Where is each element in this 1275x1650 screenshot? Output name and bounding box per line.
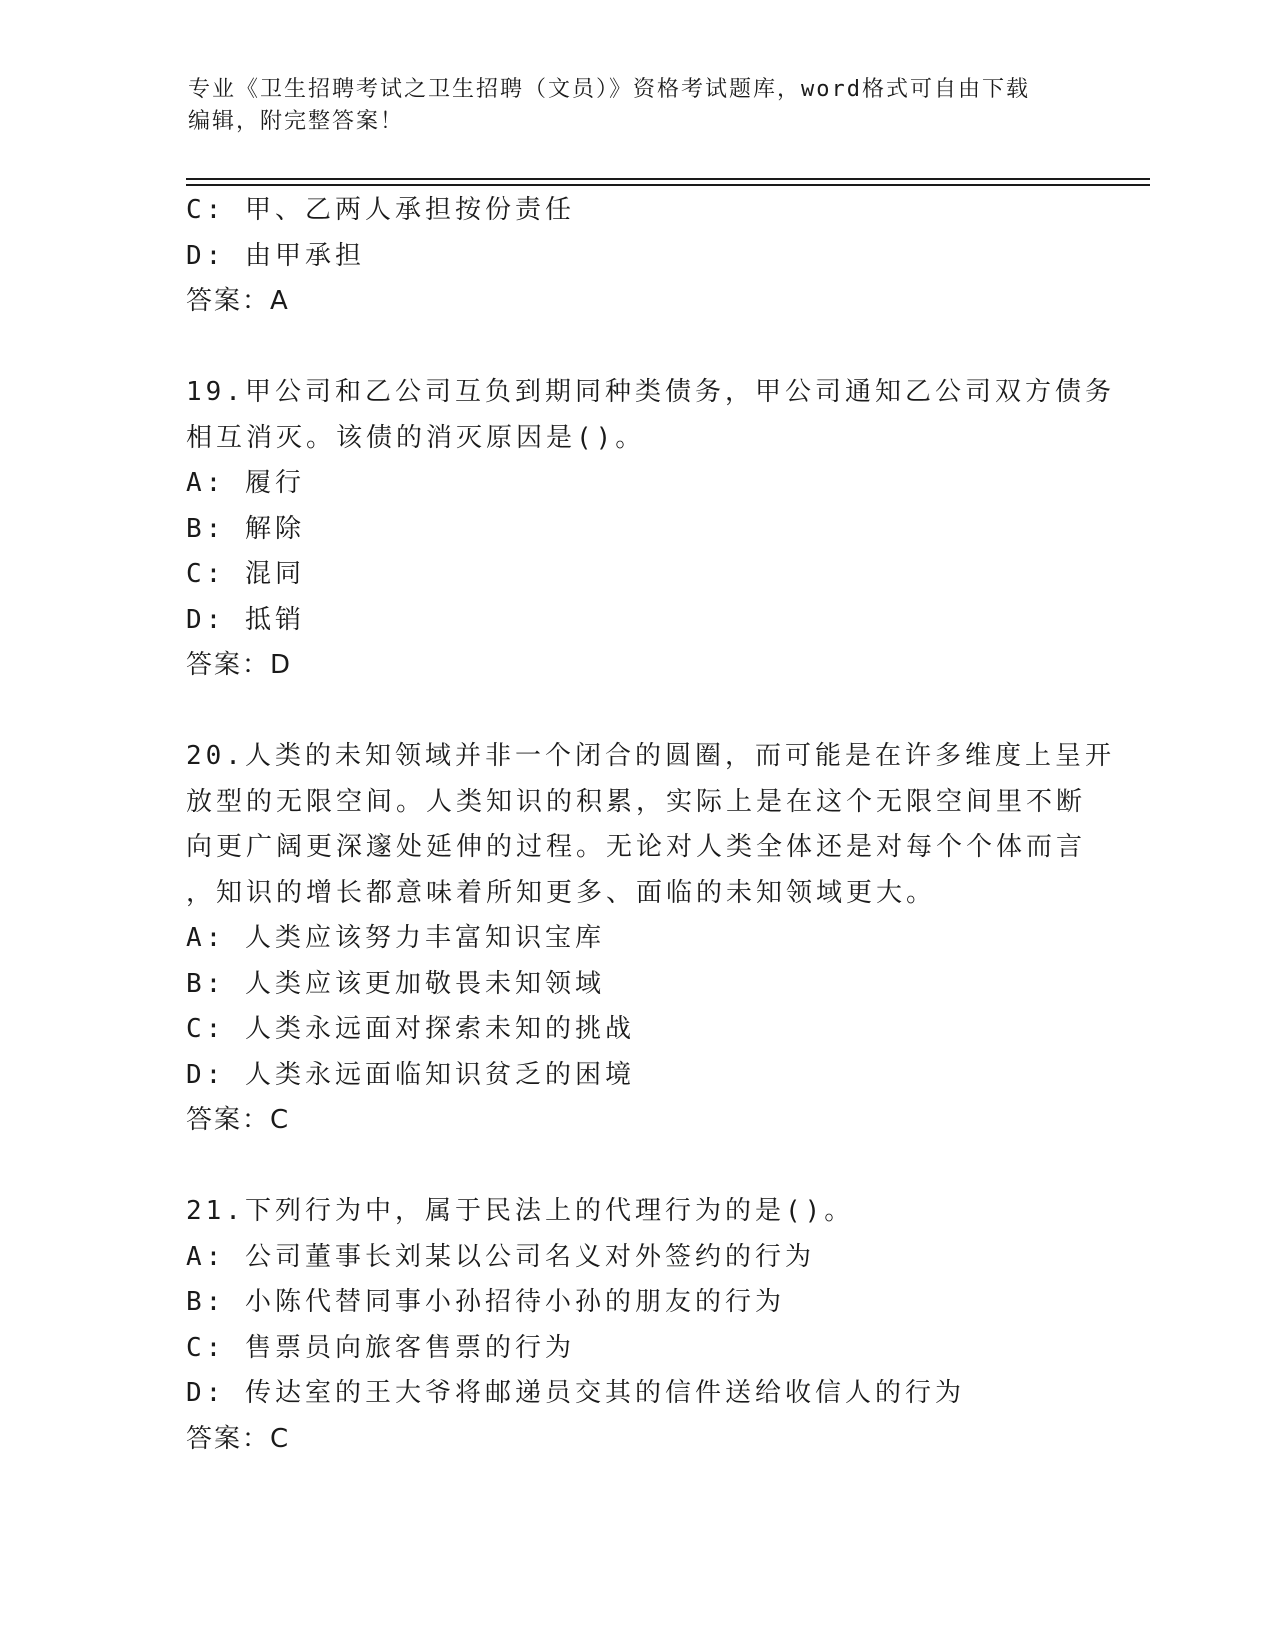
spacer (186, 1144, 1086, 1190)
document-header (188, 74, 1088, 138)
question-stem-line: 相互消灭。该债的消灭原因是()。 (186, 422, 646, 453)
option-b: B: 小陈代替同事小孙招待小孙的朋友的行为 (186, 1287, 785, 1317)
option-c: C: 售票员向旅客售票的行为 (186, 1332, 575, 1363)
question-content (186, 188, 1115, 1462)
question-20 (186, 734, 1115, 1144)
answer: 答案：C (186, 1105, 291, 1135)
option-c: C: 人类永远面对探索未知的挑战 (186, 1014, 635, 1044)
question-stem-line: 20.人类的未知领域并非一个闭合的圆圈，而可能是在许多维度上呈开 (186, 741, 1115, 771)
question-stem-line: 21.下列行为中，属于民法上的代理行为的是()。 (186, 1196, 855, 1226)
prev-option-c: C: 甲、乙两人承担按份责任 (186, 195, 575, 225)
option-b: B: 解除 (186, 513, 305, 544)
question-stem-line: 向更广阔更深邃处延伸的过程。无论对人类全体还是对每个个体而言 (186, 832, 1087, 862)
option-c: C: 混同 (186, 559, 305, 589)
option-a: A: 公司董事长刘某以公司名义对外签约的行为 (186, 1241, 815, 1272)
prev-option-d: D: 由甲承担 (186, 240, 365, 271)
option-d: D: 传达室的王大爷将邮递员交其的信件送给收信人的行为 (186, 1378, 965, 1408)
spacer (186, 325, 1086, 371)
answer: 答案：D (186, 650, 293, 680)
option-d: D: 抵销 (186, 604, 305, 635)
prev-answer: 答案：A (186, 286, 290, 316)
option-d: D: 人类永远面临知识贫乏的困境 (186, 1059, 635, 1090)
option-a: A: 履行 (186, 468, 305, 498)
question-stem-line: 放型的无限空间。人类知识的积累，实际上是在这个无限空间里不断 (186, 786, 1087, 817)
header-divider-bottom (186, 184, 1150, 186)
header-line-1: 专业《卫生招聘考试之卫生招聘（文员）》资格考试题库，word格式可自由下载 (188, 77, 1030, 102)
question-stem-line: ，知识的增长都意味着所知更多、面临的未知领域更大。 (186, 877, 937, 908)
option-b: B: 人类应该更加敬畏未知领域 (186, 968, 605, 999)
spacer (186, 689, 1086, 735)
question-21 (186, 1189, 1086, 1462)
question-19 (186, 370, 1115, 689)
header-divider-top (186, 178, 1150, 180)
option-a: A: 人类应该努力丰富知识宝库 (186, 923, 605, 953)
question-stem-line: 19.甲公司和乙公司互负到期同种类债务，甲公司通知乙公司双方债务 (186, 377, 1115, 407)
header-line-2: 编辑，附完整答案！ (188, 109, 405, 134)
answer: 答案：C (186, 1423, 291, 1454)
